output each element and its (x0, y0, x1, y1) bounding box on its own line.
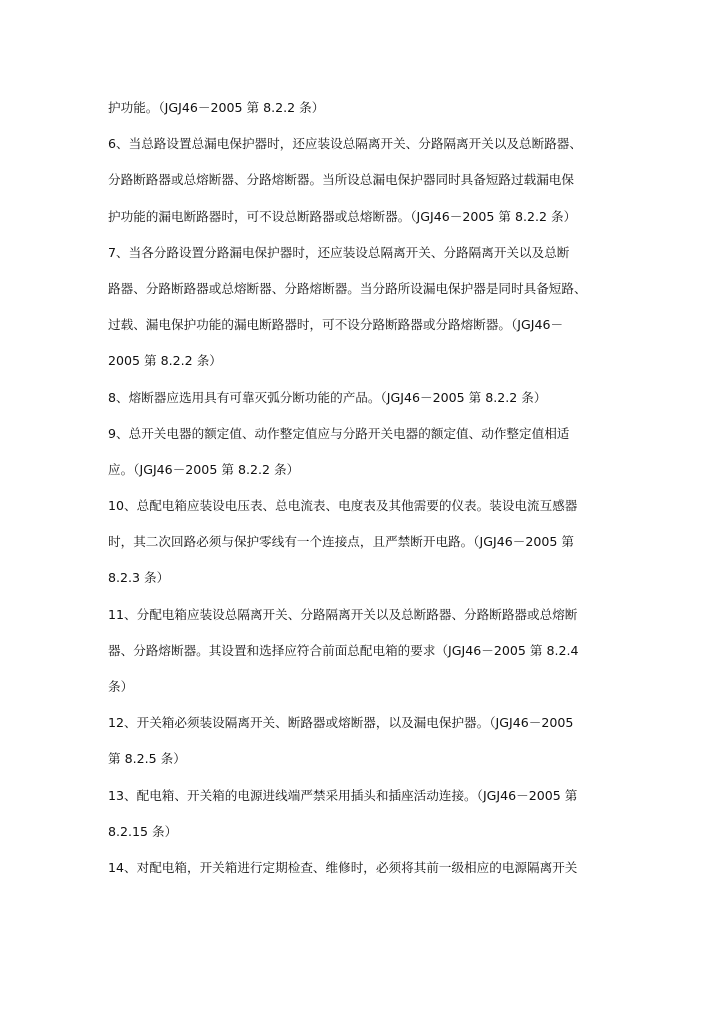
text-line: 路器、分路断路器或总熔断器、分路熔断器。当分路所设漏电保护器是同时具备短路、 (108, 280, 587, 296)
text-line: 8.2.3 条） (108, 570, 170, 586)
text-line: 应。（JGJ46－2005 第 8.2.2 条） (108, 461, 300, 477)
text-line: 护功能。（JGJ46－2005 第 8.2.2 条） (108, 100, 325, 115)
text-line: 11、分配电箱应装设总隔离开关、分路隔离开关以及总断路器、分路断路器或总熔断 (108, 606, 578, 622)
text-line: 7、当各分路设置分路漏电保护器时，还应装设总隔离开关、分路隔离开关以及总断 (108, 244, 570, 260)
text-line: 过载、漏电保护功能的漏电断路器时，可不设分路断路器或分路熔断器。（JGJ46－ (108, 317, 564, 333)
text-line: 8.2.15 条） (108, 823, 178, 839)
text-line: 6、当总路设置总漏电保护器时，还应装设总隔离开关、分路隔离开关以及总断路器、 (108, 136, 582, 152)
text-line: 9、总开关电器的额定值、动作整定值应与分路开关电器的额定值、动作整定值相适 (108, 425, 570, 441)
text-line: 14、对配电箱，开关箱进行定期检查、维修时，必须将其前一级相应的电源隔离开关 (108, 859, 578, 875)
text-line: 分路断路器或总熔断器、分路熔断器。当所设总漏电保护器同时具备短路过载漏电保 (108, 172, 574, 188)
text-line: 护功能的漏电断路器时，可不设总断路器或总熔断器。（JGJ46－2005 第 8.2.2 条） (108, 208, 577, 224)
text-line: 器、分路熔断器。其设置和选择应符合前面总配电箱的要求（JGJ46－2005 第 8.2.4 (108, 642, 579, 658)
text-line: 2005 第 8.2.2 条） (108, 353, 222, 369)
document-body (108, 90, 618, 886)
text-line: 时，其二次回路必须与保护零线有一个连接点，且严禁断开电路。（JGJ46－2005 第 (108, 534, 574, 550)
text-line: 8、熔断器应选用具有可靠灭弧分断功能的产品。（JGJ46－2005 第 8.2.2 条） (108, 389, 547, 405)
text-line: 条） (108, 679, 134, 694)
text-line: 10、总配电箱应装设电压表、总电流表、电度表及其他需要的仪表。装设电流互感器 (108, 498, 578, 514)
text-line: 13、配电箱、开关箱的电源进线端严禁采用插头和插座活动连接。（JGJ46－2005 第 (108, 787, 578, 803)
text-line: 第 8.2.5 条） (108, 751, 186, 767)
text-line: 12、开关箱必须装设隔离开关、断路器或熔断器，以及漏电保护器。（JGJ46－2005 (108, 715, 574, 731)
